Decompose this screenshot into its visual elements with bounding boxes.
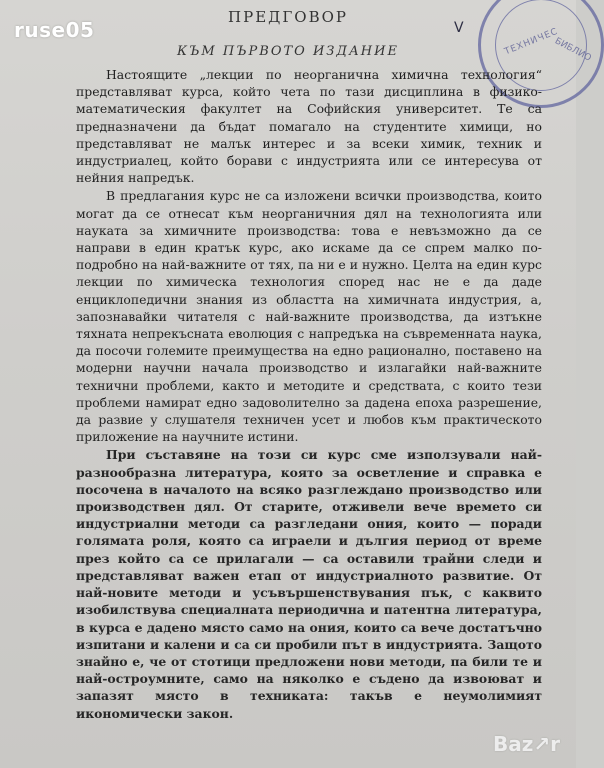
bazar-watermark: Baz↗r xyxy=(492,732,560,756)
preface-body xyxy=(76,66,542,723)
paragraph-2: В предлагания курс не са изложени всички производства, които могат да се отнесат към неорганичния дял на технологията или науката за химичните производства: това е невъзможно да се направи в един кратък курс, ако искаме да се спрем малко по-подробно на най-важните от тях, па ни е и нужно. Целта на един курс лекции по химическа технология според нас не е да даде енциклопедични знания из областта на химичната индустрия, а, запознавайки читателя с най-важните производства, да изтъкне тяхната непрекъсната еволюция с напредъка на съвременната наука, да посочи големите преимущества на едно рационално, поставено на модерни научни начала производство и излагайки най-важните технични проблеми, както и методите и средствата, с които тези проблеми намират едно задоволително за дадена епоха разрешение, да развие у слушателя техничен усет и любов към практическото приложение на научните истини. xyxy=(76,188,542,445)
page-heading: ПРЕДГОВОР xyxy=(228,8,348,26)
paragraph-3: При съставяне на този си курс сме използували най-разнообразна литература, която за осветление и справка е посочена в началото на всяко разглеждано производство или производствен дял. От старите, отживели вече времето си индустриални методи са разгледани ония, които — поради голямата роля, която са играели и дългия период от време през който са се прилагали — са оставили трайни следи и представляват важен етап от индустриалното развитие. От най-новите методи и усъвършенствувания пък, с каквито изобилствува специалната периодична и патентна литература, в курса е дадено място само на ония, които са вече достатъчно изпитани и калени и са си пробили път в индустрията. Защото знайно е, че от стотици предложени нови методи, па били те и най-остроумните, само на няколко е съдено да извоюват и запазят място в техниката: такъв е неумолимият икономически закон. xyxy=(76,447,542,721)
seller-watermark: ruse05 xyxy=(14,18,95,42)
paragraph-1: Настоящите „лекции по неорганична химична технология“ представляват курса, който чета по тази дисциплина в физико-математическия факултет на Софийския университет. Те са предназначени да бъдат помагало на студентите химици, но представляват не малък интерес и за всеки химик, техник и индустриалец, който борави с индустрията или се интересува от нейния напредък. xyxy=(76,67,542,186)
page-subheading: КЪМ ПЪРВОТО ИЗДАНИЕ xyxy=(177,44,399,59)
stamp-text-1: ТЕХНИЧЕС xyxy=(503,26,560,58)
stamp-text-2: БИБЛИО xyxy=(552,36,593,64)
pencil-mark: V xyxy=(454,20,464,36)
